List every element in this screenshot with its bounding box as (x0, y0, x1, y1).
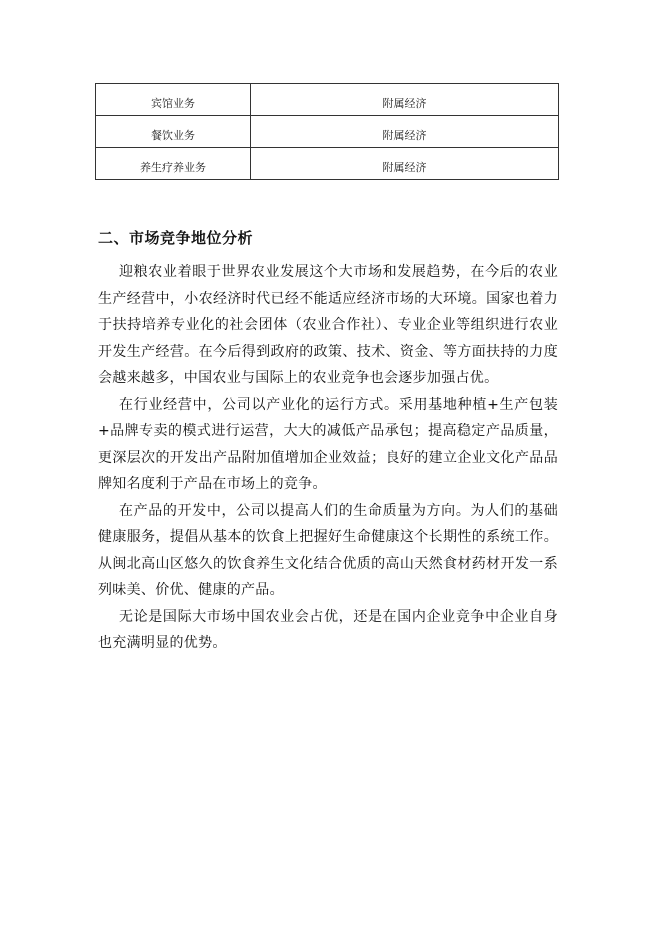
paragraph: 在行业经营中，公司以产业化的运行方式。采用基地种植+生产包装+品牌专卖的模式进行运营，大大的减低产品承包；提高稳定产品质量，更深层次的开发出产品附加值增加企业效益；良好的建立企业文化产品品牌知名度利于产品在市场上的竞争。 (98, 396, 558, 492)
paragraph: 无论是国际大市场中国农业会占优，还是在国内企业竞争中企业自身也充满明显的优势。 (98, 608, 558, 651)
paragraph: 在产品的开发中，公司以提高人们的生命质量为方向。为人们的基础健康服务，提倡从基本的饮食上把握好生命健康这个长期性的系统工作。从闽北高山区悠久的饮食养生文化结合优质的高山天然食材药材开发一系列味美、价优、健康的产品。 (98, 502, 558, 598)
business-cell: 宾馆业务 (96, 84, 251, 116)
table-row (96, 84, 559, 116)
nature-cell: 附属经济 (251, 84, 559, 116)
business-cell: 餐饮业务 (96, 116, 251, 148)
table-row (96, 116, 559, 148)
nature-cell: 附属经济 (251, 116, 559, 148)
section-body (98, 259, 558, 657)
nature-cell: 附属经济 (251, 148, 559, 180)
section-heading: 二、市场竞争地位分析 (98, 229, 254, 247)
business-table (95, 83, 559, 180)
business-cell: 养生疗养业务 (96, 148, 251, 180)
paragraph: 迎粮农业着眼于世界农业发展这个大市场和发展趋势，在今后的农业生产经营中，小农经济时代已经不能适应经济市场的大环境。国家也着力于扶持培养专业化的社会团体（农业合作社）、专业企业等组织进行农业开发生产经营。在今后得到政府的政策、技术、资金、等方面扶持的力度会越来越多，中国农业与国际上的农业竞争也会逐步加强占优。 (98, 264, 558, 386)
table-row (96, 148, 559, 180)
